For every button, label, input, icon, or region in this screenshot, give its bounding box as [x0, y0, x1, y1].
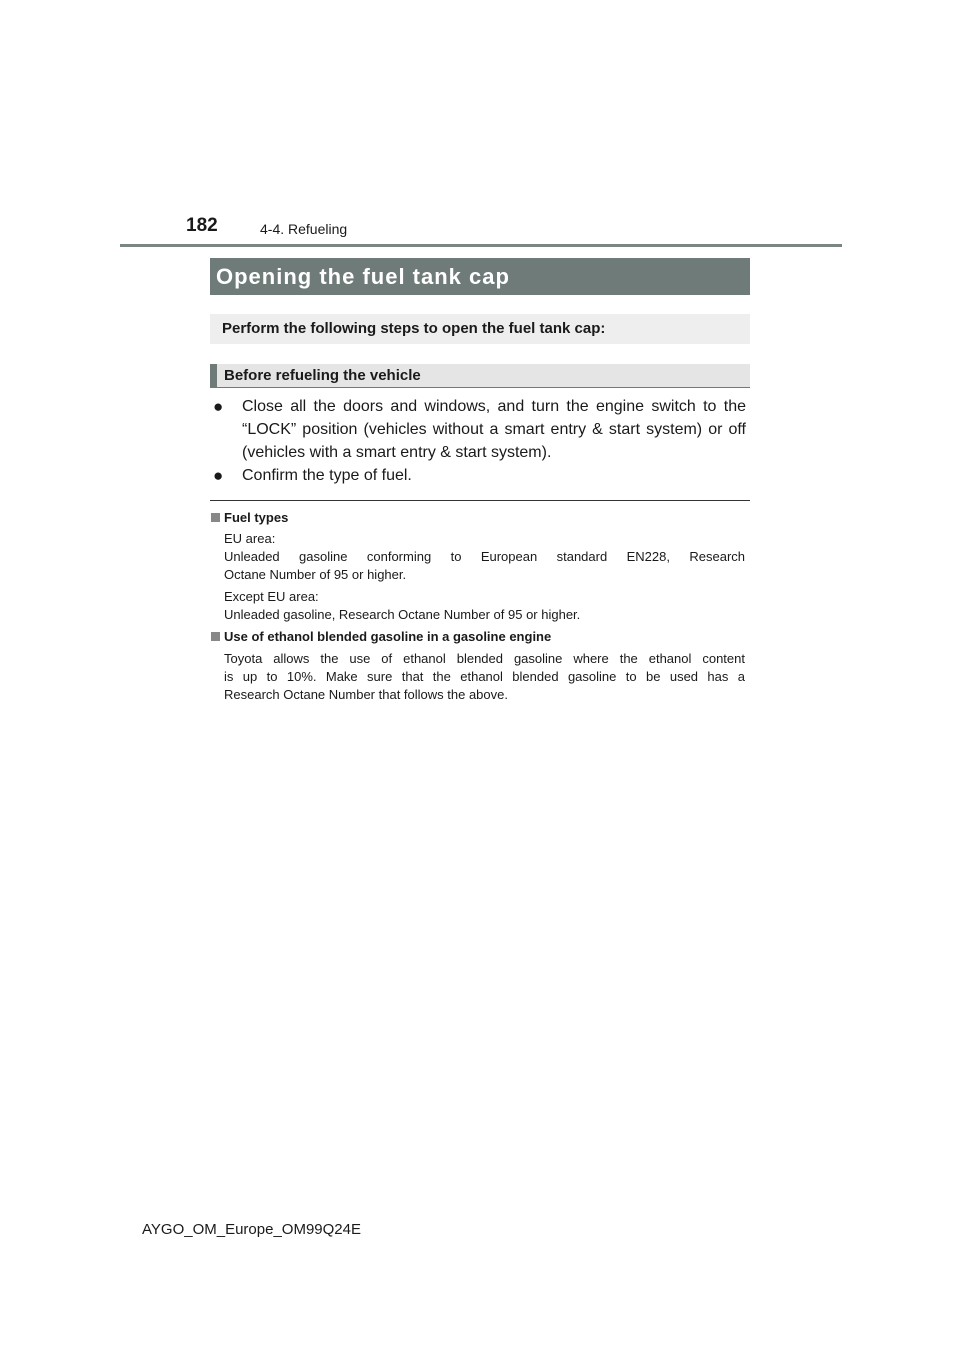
list-item	[213, 464, 746, 487]
note-body-ethanol	[224, 650, 745, 704]
square-marker-icon	[211, 513, 220, 522]
section-divider	[210, 500, 750, 501]
section-label: 4-4. Refueling	[260, 221, 348, 237]
note-line: Toyota allows the use of ethanol blended gasoline where the ethanol content	[224, 651, 745, 666]
page-title: Opening the fuel tank cap	[210, 258, 750, 295]
note-heading-text: Fuel types	[224, 510, 289, 525]
list-item-text: Confirm the type of fuel.	[242, 467, 412, 484]
subheading: Before refueling the vehicle	[210, 364, 750, 388]
bullet-icon: ●	[213, 466, 224, 485]
footer-doc-id: AYGO_OM_Europe_OM99Q24E	[142, 1221, 361, 1238]
note-line: Octane Number of 95 or higher.	[224, 567, 407, 582]
page-number: 182	[186, 215, 218, 236]
note-body-fuel-types	[224, 530, 745, 624]
note-heading-text: Use of ethanol blended gasoline in a gasoline engine	[224, 629, 552, 644]
note-line: Except EU area:	[224, 589, 319, 604]
list-item-text: Close all the doors and windows, and turn the engine switch to the “LOCK” position (vehicles without a smart entry & start system) or off (vehicles with a smart entry & start system).	[242, 398, 746, 461]
list-item	[213, 395, 746, 464]
note-line: EU area:	[224, 531, 276, 546]
bullet-icon: ●	[213, 397, 224, 416]
note-line: Research Octane Number that follows the above.	[224, 687, 508, 702]
note-heading-ethanol	[211, 629, 551, 644]
note-line: Unleaded gasoline conforming to European standard EN228, Research	[224, 549, 745, 564]
note-line: Unleaded gasoline, Research Octane Number of 95 or higher.	[224, 607, 581, 622]
header-rule	[120, 244, 842, 247]
intro-text: Perform the following steps to open the fuel tank cap:	[210, 314, 750, 344]
note-line: is up to 10%. Make sure that the ethanol blended gasoline to be used has a	[224, 669, 745, 684]
square-marker-icon	[211, 632, 220, 641]
note-heading-fuel-types	[211, 510, 288, 525]
